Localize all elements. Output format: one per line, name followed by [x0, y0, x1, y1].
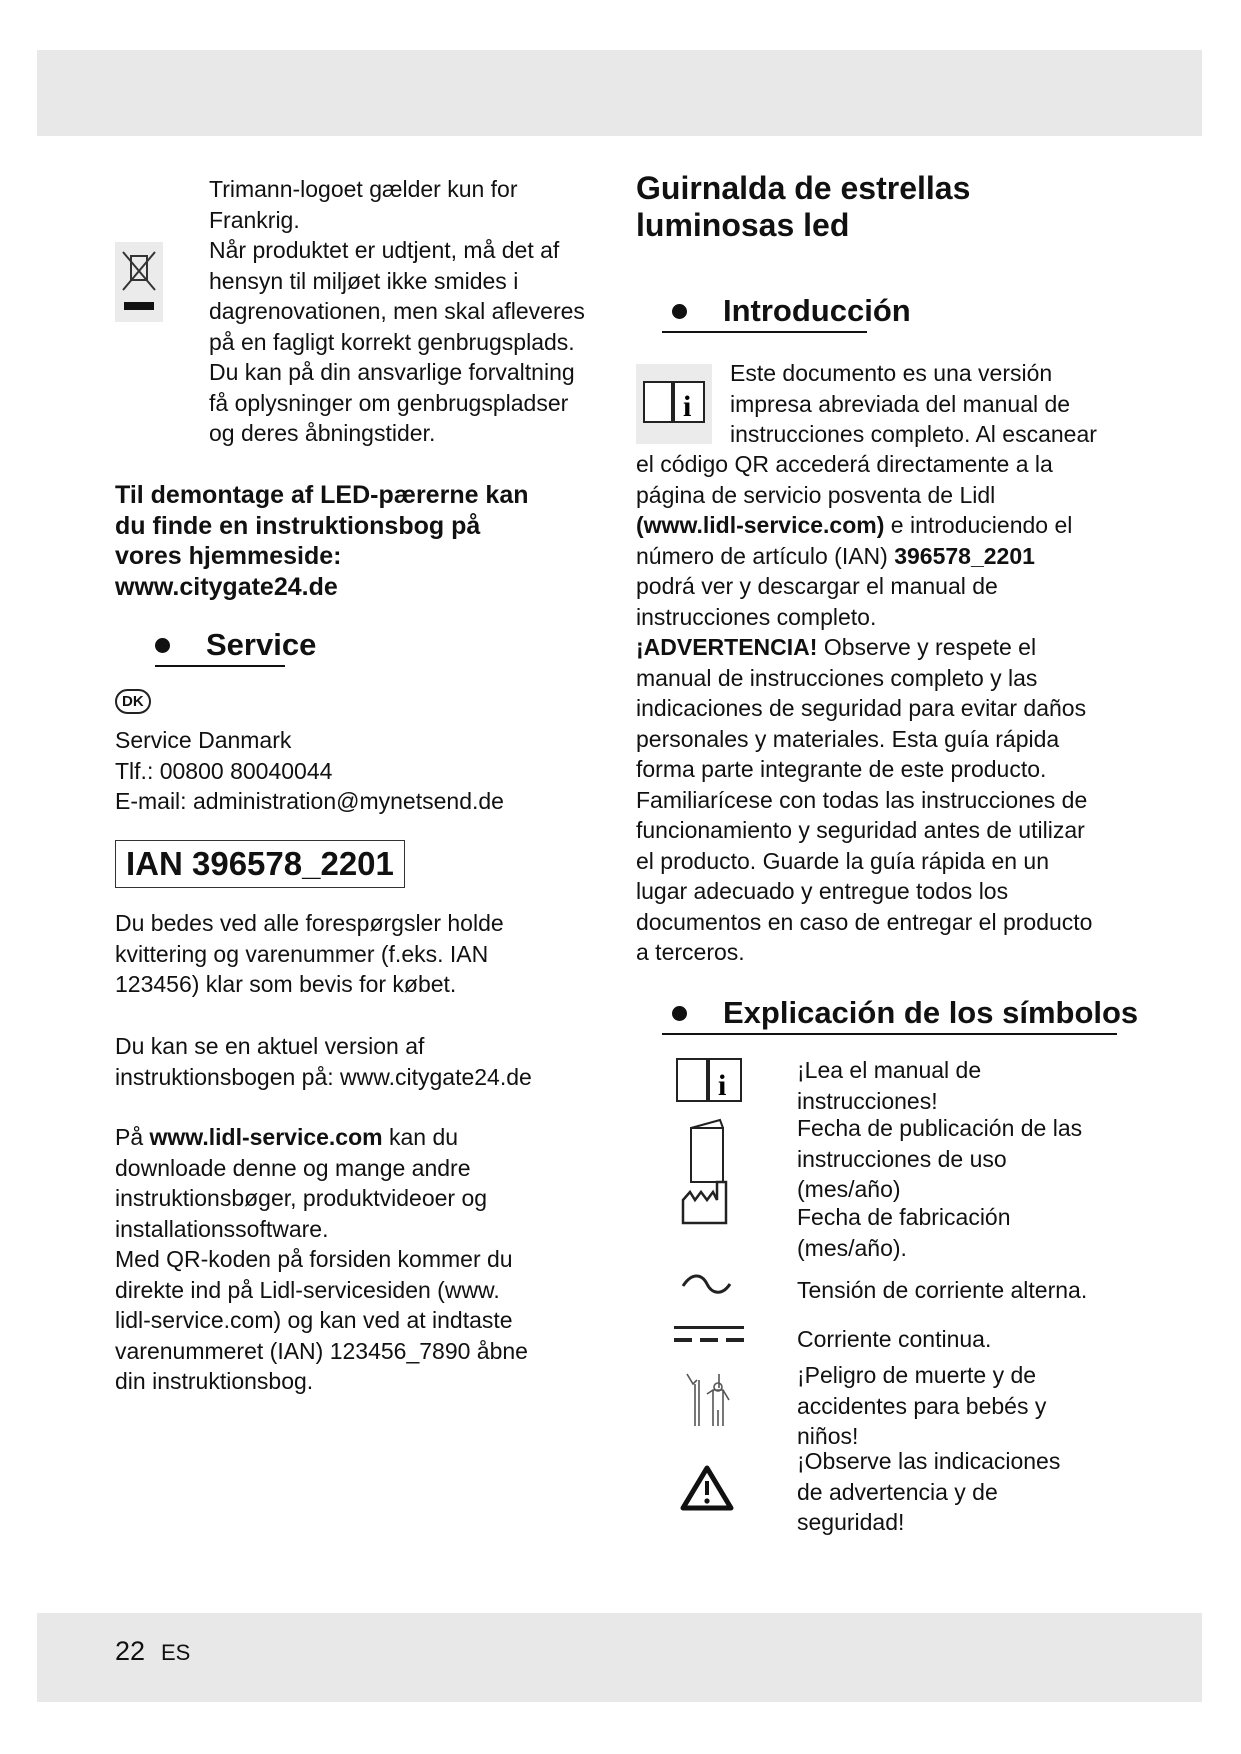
child-danger-icon: [683, 1370, 733, 1430]
email[interactable]: E-mail: administration@mynetsend.de: [115, 788, 504, 814]
svg-text:i: i: [718, 1069, 727, 1102]
text-line: Når produktet er udtjent, må det af: [209, 237, 560, 263]
text-line: vores hjemmeside:: [115, 542, 342, 570]
text-line: Trimann-logoet gælder kun for: [209, 176, 518, 202]
book-info-icon: [675, 1055, 745, 1107]
page-number: 22: [115, 1636, 146, 1666]
service-contact: [115, 725, 504, 817]
symbol-desc-dc: Corriente continua.: [797, 1326, 992, 1352]
text-line: dagrenovationen, men skal afleveres: [209, 298, 585, 324]
text-line: Service Danmark: [115, 727, 292, 753]
text-line: Du kan på din ansvarlige forvaltning: [209, 359, 575, 385]
bullet-icon: [672, 304, 687, 319]
symbol-desc-manufacture-date: Fecha de fabricación (mes/año).: [797, 1204, 1011, 1261]
symbols-heading: Explicación de los símbolos: [672, 995, 1138, 1031]
language-code: ES: [161, 1640, 191, 1665]
weee-text: [209, 174, 585, 449]
symbol-desc-child-danger: ¡Peligro de muerte y de accidentes para bebés y niños!: [797, 1362, 1047, 1449]
warning-triangle-icon: [680, 1464, 734, 1512]
ian-box: IAN 396578_2201: [115, 840, 405, 888]
country-badge: DK: [115, 689, 151, 714]
intro-heading: Introducción: [672, 293, 911, 329]
footer-band: [37, 1613, 1202, 1702]
bullet-icon: [155, 638, 170, 653]
text-line: Til demontage af LED-pærerne kan: [115, 481, 529, 509]
symbol-desc-read-manual: ¡Lea el manual de instrucciones!: [797, 1057, 982, 1114]
intro-text-indented: Este documento es una versión impresa abreviada del manual de instrucciones completo. Al escanear: [730, 360, 1097, 447]
lidl-service-link[interactable]: www.lidl-service.com: [149, 1124, 383, 1150]
paragraph: På www.lidl-service.com kan du downloade denne og mange andre instruktionsbøger, produktvideoer og installationssoftware. Med QR-koden på forsiden kommer du direkte ind på Lidl-servicesiden (www. lidl-service.com) og kan ved at indtaste varenummeret (IAN) 123456_7890 åbne din instruktionsbog.: [115, 1124, 528, 1394]
phone: Tlf.: 00800 80040044: [115, 757, 333, 784]
paragraph: Du kan se en aktuel version af instruktionsbogen på: www.citygate24.de: [115, 1033, 532, 1090]
lidl-service-link[interactable]: (www.lidl-service.com): [636, 512, 885, 538]
symbol-desc-warning: ¡Observe las indicaciones de advertencia y de seguridad!: [797, 1448, 1061, 1535]
product-title: Guirnalda de estrellas luminosas led: [636, 170, 971, 243]
paragraph: Du bedes ved alle forespørgsler holde kvittering og varenummer (f.eks. IAN 123456) klar som bevis for købet.: [115, 910, 504, 997]
text-line: du finde en instruktionsbog på: [115, 511, 481, 540]
led-note: [115, 480, 529, 602]
header-band: [37, 50, 1202, 136]
book-info-icon: [636, 364, 712, 444]
bullet-icon: [672, 1006, 687, 1021]
symbol-desc-publication-date: Fecha de publicación de las instrucciones de uso (mes/año): [797, 1115, 1083, 1202]
weee-bin-icon: [115, 242, 163, 322]
svg-text:i: i: [683, 390, 692, 423]
text-line: få oplysninger om genbrugspladser: [209, 389, 569, 416]
text-line: Frankrig.: [209, 206, 300, 233]
ac-icon: [680, 1272, 732, 1296]
symbol-desc-ac: Tensión de corriente alterna.: [797, 1277, 1088, 1303]
intro-text: el código QR accederá directamente a la página de servicio posventa de Lidl (www.lidl-service.com) e introduciendo el número de artículo (IAN) 396578_2201 podrá ver y descargar el manual de instrucciones completo. ¡ADVERTENCIA! Observe y respete el manual de instrucciones completo y las indicaciones de seguridad para evitar daños personales y materiales. Esta guía rápida forma parte integrante de este producto. Familiarícese con todas las instrucciones de funcionamiento y seguridad antes de utilizar el producto. Guarde la guía rápida en un lugar adecuado y entregue todos los documentos en caso de entregar el producto a terceros.: [636, 451, 1093, 965]
text-line: og deres åbningstider.: [209, 420, 436, 446]
text-line: hensyn til miljøet ikke smides i: [209, 267, 519, 294]
factory-icon: [680, 1178, 730, 1226]
website-link[interactable]: www.citygate24.de: [115, 572, 338, 601]
text-line: på en fagligt korrekt genbrugsplads.: [209, 328, 575, 355]
service-heading: Service: [155, 627, 316, 663]
dc-icon: [672, 1322, 746, 1346]
warning-label: ¡ADVERTENCIA!: [636, 634, 818, 660]
